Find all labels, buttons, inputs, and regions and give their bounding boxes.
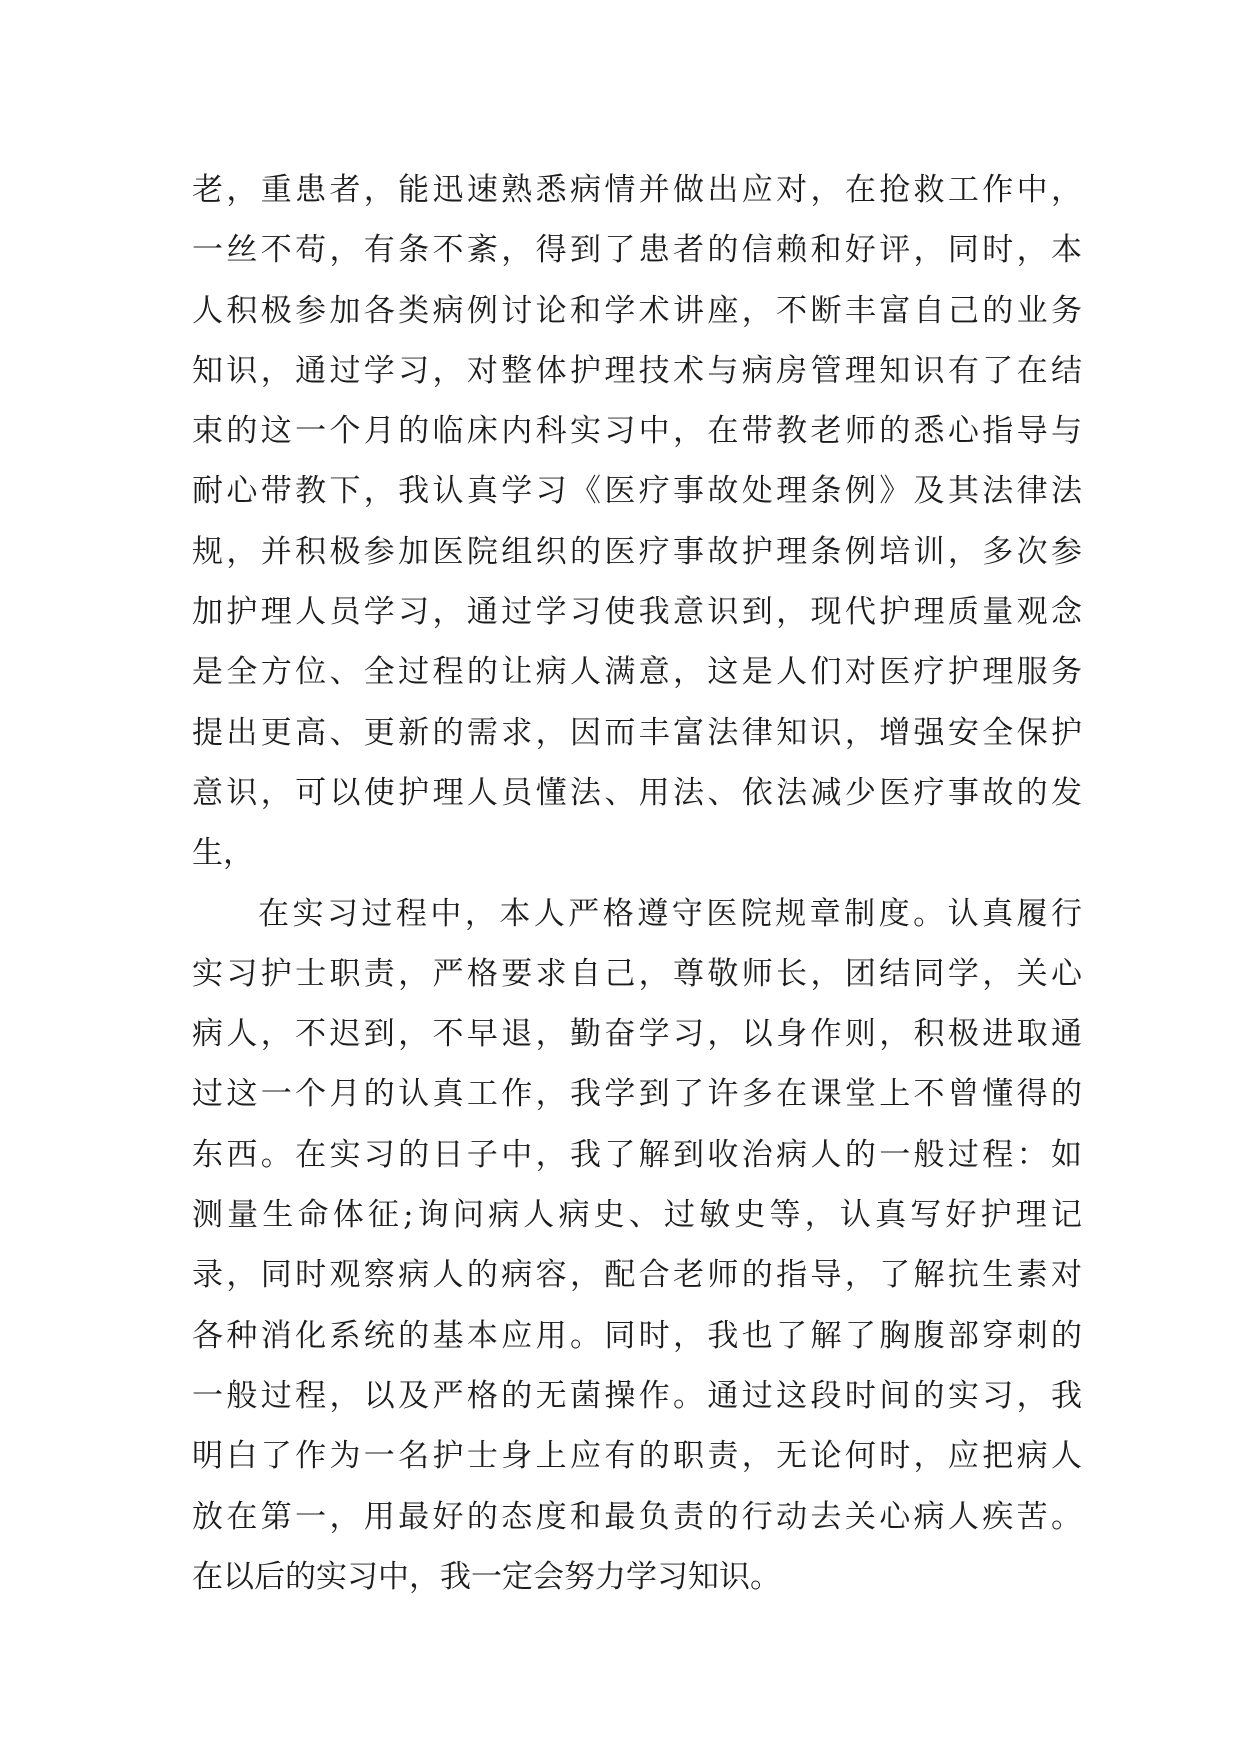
text-line: 病人，不迟到，不早退，勤奋学习，以身作则，积极进取通	[192, 1016, 1082, 1053]
paragraph-first-line: 在实习过程中，本人严格遵守医院规章制度。认真履行	[258, 895, 1082, 932]
text-line: 在以后的实习中，我一定会努力学习知识。	[192, 1558, 781, 1595]
text-line: 人积极参加各类病例讨论和学术讲座，不断丰富自己的业务	[192, 292, 1082, 329]
text-line: 过这一个月的认真工作，我学到了许多在课堂上不曾懂得的	[192, 1076, 1082, 1113]
text-line: 束的这一个月的临床内科实习中，在带教老师的悉心指导与	[192, 413, 1082, 450]
text-line: 一丝不苟，有条不紊，得到了患者的信赖和好评，同时，本	[192, 232, 1082, 269]
text-line: 一般过程，以及严格的无菌操作。通过这段时间的实习，我	[192, 1377, 1082, 1414]
text-line: 规，并积极参加医院组织的医疗事故护理条例培训，多次参	[192, 533, 1082, 570]
text-line: 生，	[192, 835, 254, 872]
text-line: 知识，通过学习，对整体护理技术与病房管理知识有了在结	[192, 352, 1082, 389]
text-line: 是全方位、全过程的让病人满意，这是人们对医疗护理服务	[192, 654, 1082, 691]
text-line: 录，同时观察病人的病容，配合老师的指导，了解抗生素对	[192, 1257, 1082, 1294]
text-line: 各种消化系统的基本应用。同时，我也了解了胸腹部穿刺的	[192, 1317, 1082, 1354]
text-line: 意识，可以使护理人员懂法、用法、依法减少医疗事故的发	[192, 774, 1082, 811]
document-body	[192, 160, 1082, 1607]
text-line: 实习护士职责，严格要求自己，尊敬师长，团结同学，关心	[192, 955, 1082, 992]
text-line: 老，重患者，能迅速熟悉病情并做出应对，在抢救工作中，	[192, 172, 1082, 208]
text-line: 耐心带教下，我认真学习《医疗事故处理条例》及其法律法	[192, 473, 1082, 510]
text-line: 提出更高、更新的需求，因而丰富法律知识，增强安全保护	[192, 714, 1082, 751]
text-line: 东西。在实习的日子中，我了解到收治病人的一般过程：如	[192, 1136, 1082, 1173]
text-line: 测量生命体征;询问病人病史、过敏史等，认真写好护理记	[192, 1197, 1082, 1234]
text-line: 放在第一，用最好的态度和最负责的行动去关心病人疾苦。	[192, 1498, 1082, 1535]
text-line: 明白了作为一名护士身上应有的职责，无论何时，应把病人	[192, 1438, 1082, 1475]
text-line: 加护理人员学习，通过学习使我意识到，现代护理质量观念	[192, 594, 1082, 631]
